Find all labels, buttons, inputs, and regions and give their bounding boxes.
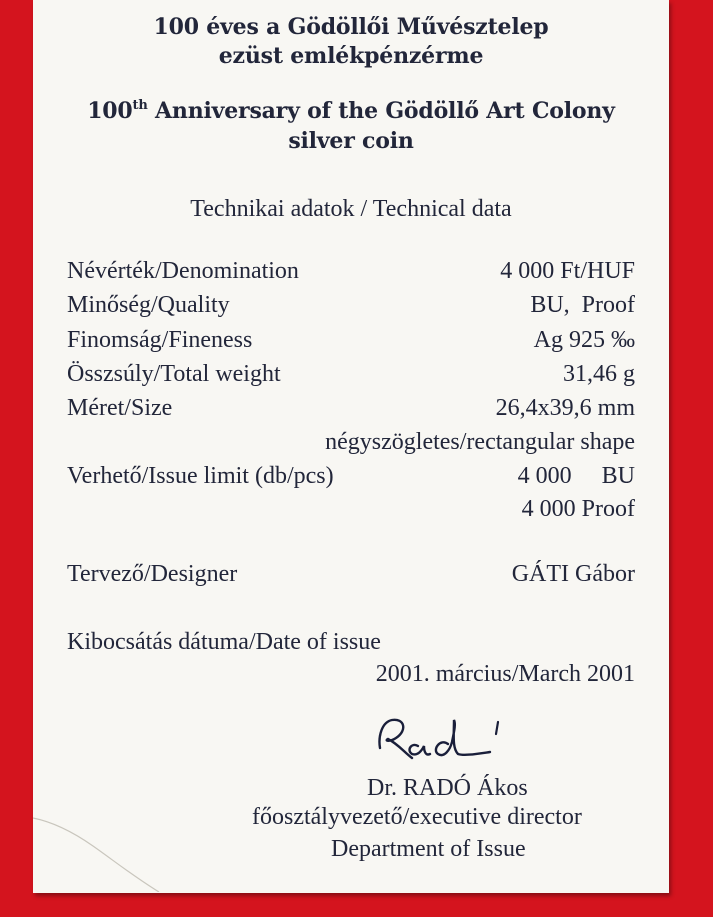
spec-label-designer: Tervező/Designer — [67, 561, 238, 587]
issue-date-label: Kibocsátás dátuma/Date of issue — [67, 629, 381, 655]
spec-row-shape — [67, 429, 635, 459]
spec-value-size: 26,4x39,6 mm — [495, 395, 635, 421]
title-english-line2: silver coin — [288, 128, 414, 154]
title-english-line1 — [33, 98, 669, 124]
spec-label-fineness: Finomság/Fineness — [67, 327, 253, 353]
certificate-card — [33, 0, 669, 893]
spec-row-issue-limit-proof — [67, 496, 635, 526]
signatory-position: főosztályvezető/executive director — [252, 804, 582, 830]
handwritten-signature — [368, 708, 518, 768]
title-ordinal-suffix: th — [132, 98, 148, 113]
spec-row-designer — [67, 561, 635, 591]
spec-value-issue-limit-proof: 4 000 Proof — [521, 496, 635, 522]
signatory-department: Department of Issue — [331, 836, 526, 862]
spec-value-shape: négyszögletes/rectangular shape — [325, 429, 635, 455]
spec-row-weight — [67, 361, 635, 391]
spec-value-denomination: 4 000 Ft/HUF — [500, 258, 635, 284]
spec-label-quality: Minőség/Quality — [67, 292, 230, 318]
issue-date-value: 2001. március/March 2001 — [375, 661, 635, 687]
spec-value-fineness: Ag 925 ‰ — [533, 327, 635, 353]
spec-row-size — [67, 395, 635, 425]
title-number: 100 — [87, 98, 133, 124]
spec-value-designer: GÁTI Gábor — [511, 561, 635, 587]
spec-row-denomination — [67, 258, 635, 288]
issue-date-row — [67, 661, 635, 691]
spec-label-weight: Összsúly/Total weight — [67, 361, 281, 387]
technical-data-heading: Technikai adatok / Technical data — [190, 196, 512, 222]
spec-label-size: Méret/Size — [67, 395, 173, 421]
spec-label-denomination: Névérték/Denomination — [67, 258, 299, 284]
spec-row-issue-limit — [67, 463, 635, 493]
spec-value-weight: 31,46 g — [563, 361, 635, 387]
spec-row-quality — [67, 292, 635, 322]
spec-value-issue-limit-bu: 4 000 BU — [517, 463, 635, 489]
title-english-rest: Anniversary of the Gödöllő Art Colony — [147, 98, 615, 124]
signatory-name: Dr. RADÓ Ákos — [367, 775, 528, 801]
title-hungarian-line2: ezüst emlékpénzérme — [218, 43, 484, 69]
spec-label-issue-limit: Verhető/Issue limit (db/pcs) — [67, 463, 334, 489]
spec-row-fineness — [67, 327, 635, 357]
paper-crease-mark — [33, 812, 163, 892]
title-hungarian-line1: 100 éves a Gödöllői Művésztelep — [153, 14, 549, 40]
spec-value-quality: BU, Proof — [530, 292, 635, 318]
